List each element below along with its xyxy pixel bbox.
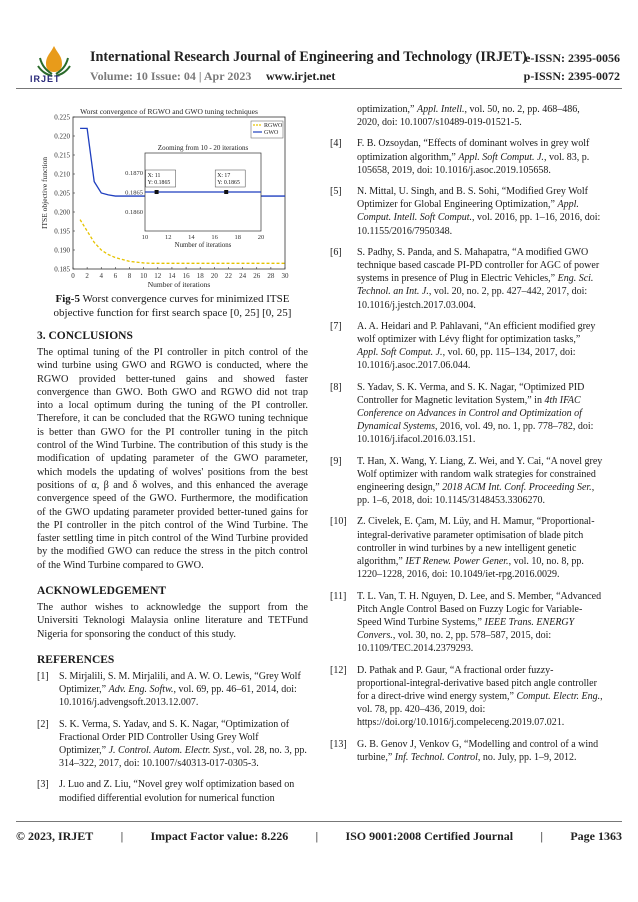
x-tick-label: 22 bbox=[224, 272, 232, 280]
datatip-x: X: 17 bbox=[217, 173, 231, 179]
y-tick-label: 0.205 bbox=[54, 189, 70, 198]
reference-details: , vol. 78, pp. 420–436, 2019, doi: https://doi.org/10.1016/j.compeleceng.2019.07.021. bbox=[357, 690, 603, 729]
pissn: p-ISSN: 2395-0072 bbox=[523, 69, 620, 83]
reference-number: [7] bbox=[330, 320, 342, 332]
reference-details: , vol. 69, pp. 46–61, 2014, doi: 10.1016/j.advengsoft.2013.12.007. bbox=[59, 684, 297, 709]
header-divider bbox=[16, 88, 622, 89]
reference-source: 2018 ACM Int. Conf. Proceeding Ser. bbox=[442, 482, 592, 494]
y-axis-label: ITSE objective function bbox=[40, 156, 49, 230]
reference-text: S. Mirjalili, S. M. Mirjalili, and A. W. O. Lewis, “Grey Wolf Optimizer,” bbox=[59, 670, 301, 696]
y-tick-label: 0.195 bbox=[54, 227, 70, 236]
reference-number: [12] bbox=[330, 664, 347, 676]
datatip-y: Y: 0.1865 bbox=[147, 180, 171, 186]
caption-label: Fig-5 bbox=[55, 293, 80, 305]
inset-x-axis-label: Number of iterations bbox=[174, 242, 232, 249]
y-tick-label: 0.200 bbox=[54, 208, 70, 217]
reference-text: Z. Civelek, E. Çam, M. Lüy, and H. Mamur, “Proportional-integral-derivative parameter optimisation of blade pitch controller in wind turbines by a new intelligent genetic algorithm,” bbox=[357, 516, 595, 568]
footer-iso: ISO 9001:2008 Certified Journal bbox=[345, 829, 514, 843]
x-tick-label: 4 bbox=[99, 272, 104, 280]
right-column bbox=[330, 103, 604, 772]
reference-number: [3] bbox=[37, 779, 49, 791]
x-tick-label: 16 bbox=[182, 272, 190, 280]
y-tick-label: 0.225 bbox=[54, 113, 70, 122]
y-tick-label: 0.210 bbox=[54, 170, 70, 179]
acknowledgement-heading: ACKNOWLEDGEMENT bbox=[37, 585, 167, 598]
logo-text: IRJET bbox=[30, 74, 61, 84]
y-tick-label: 0.215 bbox=[54, 151, 70, 160]
reference-number: [5] bbox=[330, 186, 342, 198]
inset-x-tick-label: 12 bbox=[164, 234, 172, 241]
reference-source: 4th IFAC Conference on Advances in Control and Optimization of Dynamical Systems bbox=[357, 394, 582, 433]
reference-item bbox=[330, 738, 604, 764]
chart-title: Worst convergence of RGWO and GWO tuning techniques bbox=[80, 107, 258, 116]
reference-text: A. A. Heidari and P. Pahlavani, “An efficient modified grey wolf optimizer with Lévy flight for optimization tasks,” bbox=[357, 320, 596, 346]
inset-y-tick-label: 0.1860 bbox=[125, 209, 143, 216]
reference-details: , vol. 60, pp. 115–134, 2017, doi: 10.1016/j.asoc.2017.06.044. bbox=[357, 347, 576, 372]
reference-item bbox=[330, 381, 604, 447]
reference-number: [8] bbox=[330, 381, 342, 393]
x-tick-label: 28 bbox=[267, 272, 275, 280]
figure-caption bbox=[41, 292, 304, 320]
reference-number: [13] bbox=[330, 738, 347, 750]
reference-item bbox=[330, 590, 604, 656]
references-left bbox=[37, 670, 308, 805]
footer-impact-factor: Impact Factor value: 8.226 bbox=[150, 829, 289, 843]
reference-item bbox=[330, 137, 604, 177]
x-tick-label: 20 bbox=[210, 272, 218, 280]
reference-text: S. Padhy, S. Panda, and S. Mahapatra, “A modified GWO technique based cascade PI-PD controller for AGC of power systems in presence of Plug in Electric Vehicles,” bbox=[357, 246, 600, 285]
journal-title: International Research Journal of Engineering and Technology (IRJET) bbox=[90, 49, 527, 65]
inset-y-tick-label: 0.1870 bbox=[125, 170, 143, 177]
x-tick-label: 12 bbox=[154, 272, 162, 280]
x-axis-label: Number of iterations bbox=[147, 280, 211, 289]
inset-y-tick-label: 0.1865 bbox=[125, 189, 143, 197]
footer-divider bbox=[16, 821, 622, 822]
footer-separator: | bbox=[315, 829, 319, 843]
reference-item bbox=[330, 455, 604, 508]
references-right bbox=[330, 103, 604, 764]
reference-source: Eng. Sci. Technol. an Int. J. bbox=[357, 273, 594, 298]
reference-details: , vol. 30, no. 2, pp. 578–587, 2015, doi: 10.1109/TEC.2014.2379293. bbox=[357, 630, 552, 655]
reference-number: [4] bbox=[330, 138, 342, 150]
reference-text: G. B. Genov J, Venkov G, “Modelling and control of a wind turbine,” bbox=[357, 738, 599, 763]
reference-text: S. K. Verma, S. Yadav, and S. K. Nagar, “Optimization of Fractional Order PID Controller Using Grey Wolf Optimizer,” bbox=[59, 718, 290, 756]
footer-separator: | bbox=[120, 829, 124, 843]
inset-title: Zooming from 10 - 20 iterations bbox=[157, 144, 249, 152]
x-tick-label: 30 bbox=[281, 272, 289, 280]
reference-text: F. B. Ozsoydan, “Effects of dominant wolves in grey wolf optimization algorithm,” bbox=[357, 138, 590, 163]
reference-source: Comput. Electr. Eng. bbox=[516, 690, 601, 702]
reference-details: , vol. 83, p. 105658, 2019, doi: 10.1016/j.asoc.2019.105658. bbox=[357, 151, 590, 176]
page-header bbox=[0, 0, 638, 90]
reference-text: T. L. Van, T. H. Nguyen, D. Lee, and S. Member, “Advanced Pitch Angle Control Based on Fuzzy Logic for Variable-Speed Wind Turbine Systems,” bbox=[357, 590, 602, 628]
reference-text: J. Luo and Z. Liu, “Novel grey wolf optimization based on modified differential evolution for numerical function bbox=[59, 779, 295, 804]
inset-x-tick-label: 20 bbox=[257, 234, 265, 241]
reference-number: [2] bbox=[37, 718, 49, 730]
reference-source: Inf. Technol. Control bbox=[394, 751, 478, 763]
inset-x-tick-label: 10 bbox=[141, 234, 149, 241]
reference-details: , 2016, vol. 49, no. 1, pp. 778–782, doi: 10.1016/j.ifacol.2016.03.151. bbox=[357, 421, 594, 446]
eissn: e-ISSN: 2395-0056 bbox=[525, 51, 620, 65]
inset-x-tick-label: 16 bbox=[211, 234, 218, 241]
reference-item bbox=[330, 185, 604, 238]
reference-source: Appl. Comput. Intell. Soft Comput. bbox=[357, 199, 579, 224]
reference-item bbox=[330, 515, 604, 581]
acknowledgement-text: The author wishes to acknowledge the support from the Universiti Teknologi Malaysia online literature and TETFund Nigeria for sponsoring the conduct of this study. bbox=[37, 602, 308, 640]
reference-details: , vol. 20, no. 2, pp. 427–442, 2017, doi: 10.1016/j.jestch.2017.03.004. bbox=[357, 286, 588, 311]
y-tick-label: 0.185 bbox=[54, 265, 70, 274]
reference-number: [9] bbox=[330, 455, 342, 467]
datatip-y: Y: 0.1865 bbox=[217, 180, 240, 186]
reference-text: D. Pathak and P. Gaur, “A fractional order fuzzy-proportional-integral-derivative based pitch angle controller for a direct-drive wind energy system,” bbox=[357, 664, 597, 702]
reference-source: IEEE Trans. ENERGY Convers. bbox=[357, 616, 575, 642]
volume-issue: Volume: 10 Issue: 04 | Apr 2023 bbox=[90, 69, 252, 83]
x-tick-label: 24 bbox=[239, 272, 247, 280]
left-column bbox=[37, 103, 308, 813]
reference-number: [10] bbox=[330, 516, 347, 528]
reference-text: S. Yadav, S. K. Verma, and S. K. Nagar, “Optimized PID Controller for Magnetic levitation System,” in bbox=[357, 381, 585, 406]
datatip-x: X: 11 bbox=[147, 173, 161, 179]
x-tick-label: 14 bbox=[168, 272, 176, 280]
reference-source: J. Control. Autom. Electr. Syst. bbox=[108, 744, 232, 756]
reference-number: [1] bbox=[37, 670, 49, 682]
reference-item bbox=[330, 246, 604, 312]
reference-text: optimization,” bbox=[357, 104, 417, 115]
legend-label: RGWO bbox=[264, 123, 283, 129]
conclusions-heading: 3. CONCLUSIONS bbox=[37, 330, 133, 342]
reference-source: Appl. Intell. bbox=[417, 104, 465, 115]
reference-item bbox=[330, 320, 604, 373]
x-tick-label: 6 bbox=[113, 272, 118, 280]
x-tick-label: 0 bbox=[71, 272, 75, 280]
reference-item bbox=[37, 670, 308, 710]
reference-details: , vol. 2016, pp. 1–16, 2016, doi: 10.1155/2016/7950348. bbox=[357, 212, 601, 237]
legend-label: GWO bbox=[264, 130, 279, 136]
journal-website-link[interactable]: www.irjet.net bbox=[266, 69, 336, 83]
datatip-marker bbox=[224, 190, 228, 194]
inset-x-tick-label: 18 bbox=[234, 234, 242, 241]
reference-source: Appl. Soft Comput. J. bbox=[357, 347, 443, 359]
conclusions-text: The optimal tuning of the PI controller in pitch control of the wind turbine using GWO and RGWO is conducted, where the RGWO provided better-tuned gains and showed faster convergence than GWO. Both GWO and RGWO did not trap into a local optimum during the tuning of the PI controller. Therefore, it can be concluded that the RGWO tuning technique is better than GWO for the PI controller tuning in the pitch control of the Wind Turbine. The contribution of this study is the modification of updating parameter of the GWO parameter, which models the updating of wolves' positions from the best positions of α, β and δ wolves, and this enhanced the average convergence speed of the GWO. Furthermore, the modification of the GWO updating parameter provided better-tuned gains for the PI controller in the pitch control of the Wind Turbine. The faster settling time in pitch control of the Wind Turbine provided by the modified GWO can reduce the stress in the pitch control of the Wind Turbine compared to GWO. bbox=[37, 347, 308, 571]
reference-item bbox=[330, 103, 604, 129]
reference-details: , pp. 1–6, 2018, doi: 10.1145/3148453.3306270. bbox=[357, 482, 595, 507]
reference-details: , no. July, pp. 1–9, 2012. bbox=[477, 751, 577, 763]
x-tick-label: 26 bbox=[253, 272, 261, 280]
x-tick-label: 8 bbox=[127, 272, 132, 280]
footer-page-number: Page 1363 bbox=[570, 829, 622, 843]
caption-text: Worst convergence curves for minimized ITSE objective function for first search space [0, 25] [0, 25] bbox=[53, 293, 292, 319]
convergence-chart bbox=[37, 103, 308, 289]
datatip-marker bbox=[155, 190, 159, 194]
reference-source: IET Renew. Power Gener. bbox=[405, 556, 509, 568]
reference-details: , vol. 50, no. 2, pp. 468–486, 2020, doi: 10.1007/s10489-019-01521-5. bbox=[357, 104, 580, 129]
reference-source: Appl. Soft Comput. J. bbox=[458, 151, 544, 163]
references-heading: REFERENCES bbox=[37, 653, 115, 666]
footer-separator: | bbox=[540, 829, 544, 843]
y-tick-label: 0.220 bbox=[54, 132, 70, 141]
reference-number: [6] bbox=[330, 246, 342, 258]
reference-item bbox=[37, 778, 308, 804]
reference-details: , vol. 10, no. 8, pp. 1220–1228, 2016, doi: 10.1049/iet-rpg.2016.0029. bbox=[357, 556, 584, 581]
footer-copyright: © 2023, IRJET bbox=[16, 829, 94, 843]
page-footer bbox=[16, 829, 622, 844]
reference-text: N. Mittal, U. Singh, and B. S. Sohi, “Modified Grey Wolf Optimizer for Global Engineering Optimization,” bbox=[357, 186, 588, 211]
x-tick-label: 10 bbox=[140, 272, 148, 280]
x-tick-label: 2 bbox=[85, 272, 89, 280]
y-tick-label: 0.190 bbox=[54, 246, 70, 255]
x-tick-label: 18 bbox=[196, 272, 204, 280]
reference-details: , vol. 28, no. 3, pp. 314–322, 2017, doi: 10.1007/s40313-017-0305-3. bbox=[59, 744, 307, 770]
reference-text: T. Han, X. Wang, Y. Liang, Z. Wei, and Y. Cai, “A novel grey Wolf optimizer with random walk strategies for constrained engineering design,” bbox=[357, 455, 603, 494]
reference-item bbox=[330, 664, 604, 730]
reference-item bbox=[37, 718, 308, 771]
reference-source: Adv. Eng. Softw. bbox=[108, 684, 174, 696]
inset-x-tick-label: 14 bbox=[188, 234, 195, 241]
reference-number: [11] bbox=[330, 590, 347, 602]
